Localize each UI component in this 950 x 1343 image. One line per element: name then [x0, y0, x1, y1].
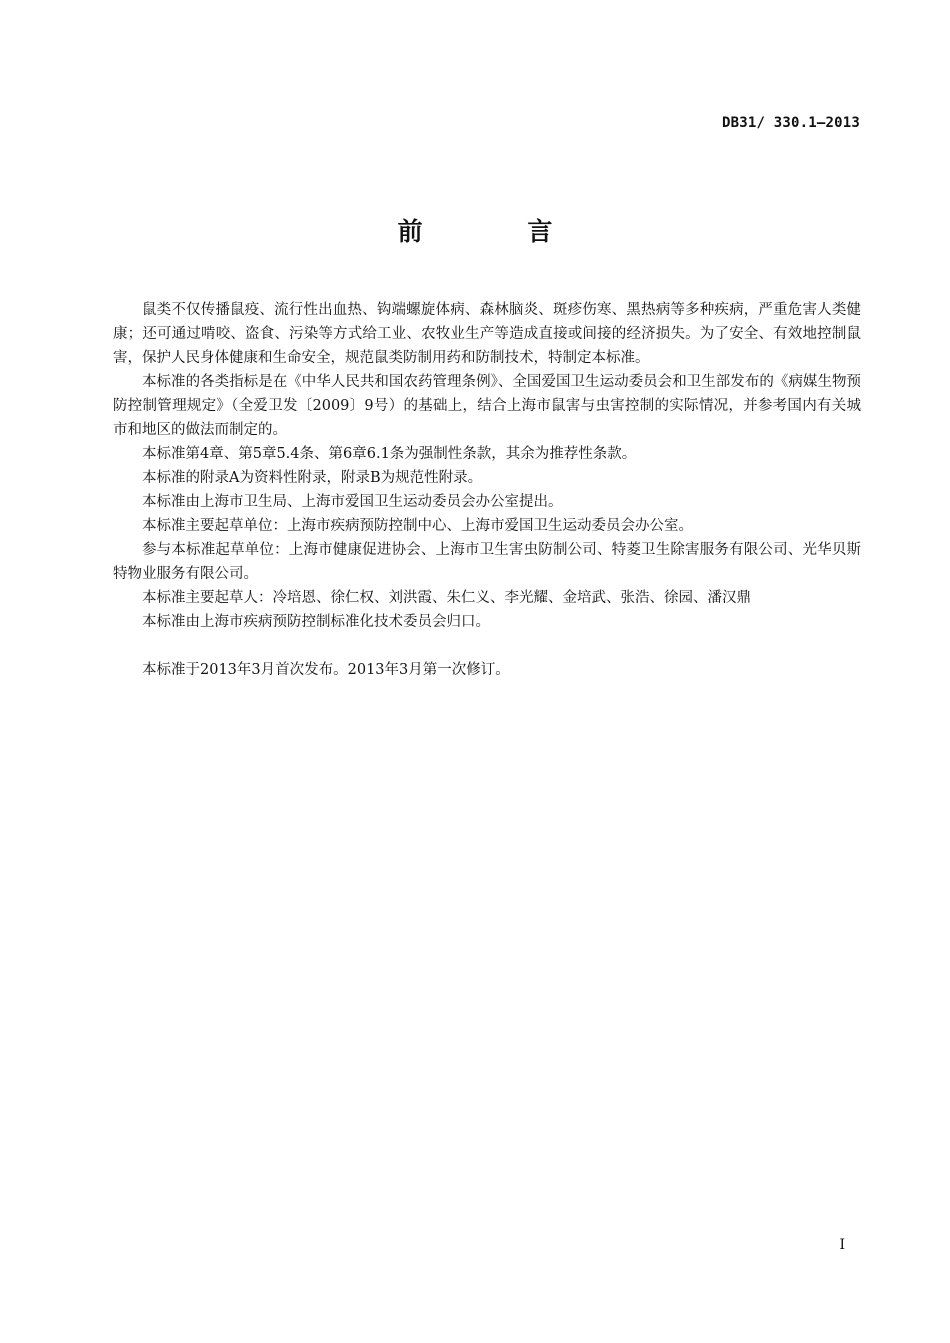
paragraph-rodent-hazards: 鼠类不仅传播鼠疫、流行性出血热、钩端螺旋体病、森林脑炎、斑疹伤寒、黑热病等多种疾病，严重危害人类健康；还可通过啃咬、盗食、污染等方式给工业、农牧业生产等造成直接或间接的经济损失。为了安全、有效地控制鼠害，保护人民身体健康和生命安全，规范鼠类防制用药和防制技术，特制定本标准。	[113, 302, 861, 366]
paragraph-proposer: 本标准由上海市卫生局、上海市爱国卫生运动委员会办公室提出。	[142, 494, 563, 510]
paragraph-release-history: 本标准于2013年3月首次发布。2013年3月第一次修订。	[142, 662, 510, 678]
paragraph-basis: 本标准的各类指标是在《中华人民共和国农药管理条例》、全国爱国卫生运动委员会和卫生部发布的《病媒生物预防控制管理规定》（全爱卫发〔2009〕9号）的基础上，结合上海市鼠害与虫害控制的实际情况，并参考国内有关城市和地区的做法而制定的。	[113, 374, 861, 438]
paragraph-main-drafters: 本标准主要起草人：冷培恩、徐仁权、刘洪霞、朱仁义、李光耀、金培武、张浩、徐园、潘汉鼎	[142, 590, 751, 606]
page-title: 前 言	[397, 217, 601, 246]
paragraph-participating-orgs: 参与本标准起草单位：上海市健康促进协会、上海市卫生害虫防制公司、特菱卫生除害服务有限公司、光华贝斯特物业服务有限公司。	[113, 542, 861, 582]
foreword-body	[113, 298, 861, 682]
paragraph-main-drafters-org: 本标准主要起草单位：上海市疾病预防控制中心、上海市爱国卫生运动委员会办公室。	[142, 518, 693, 534]
standard-code: DB31/ 330.1—2013	[721, 115, 860, 131]
paragraph-appendices: 本标准的附录A为资料性附录，附录B为规范性附录。	[142, 470, 483, 486]
paragraph-mandatory-clauses: 本标准第4章、第5章5.4条、第6章6.1条为强制性条款，其余为推荐性条款。	[142, 446, 637, 462]
paragraph-responsible-committee: 本标准由上海市疾病预防控制标准化技术委员会归口。	[142, 614, 490, 630]
page-number: I	[839, 1237, 845, 1253]
